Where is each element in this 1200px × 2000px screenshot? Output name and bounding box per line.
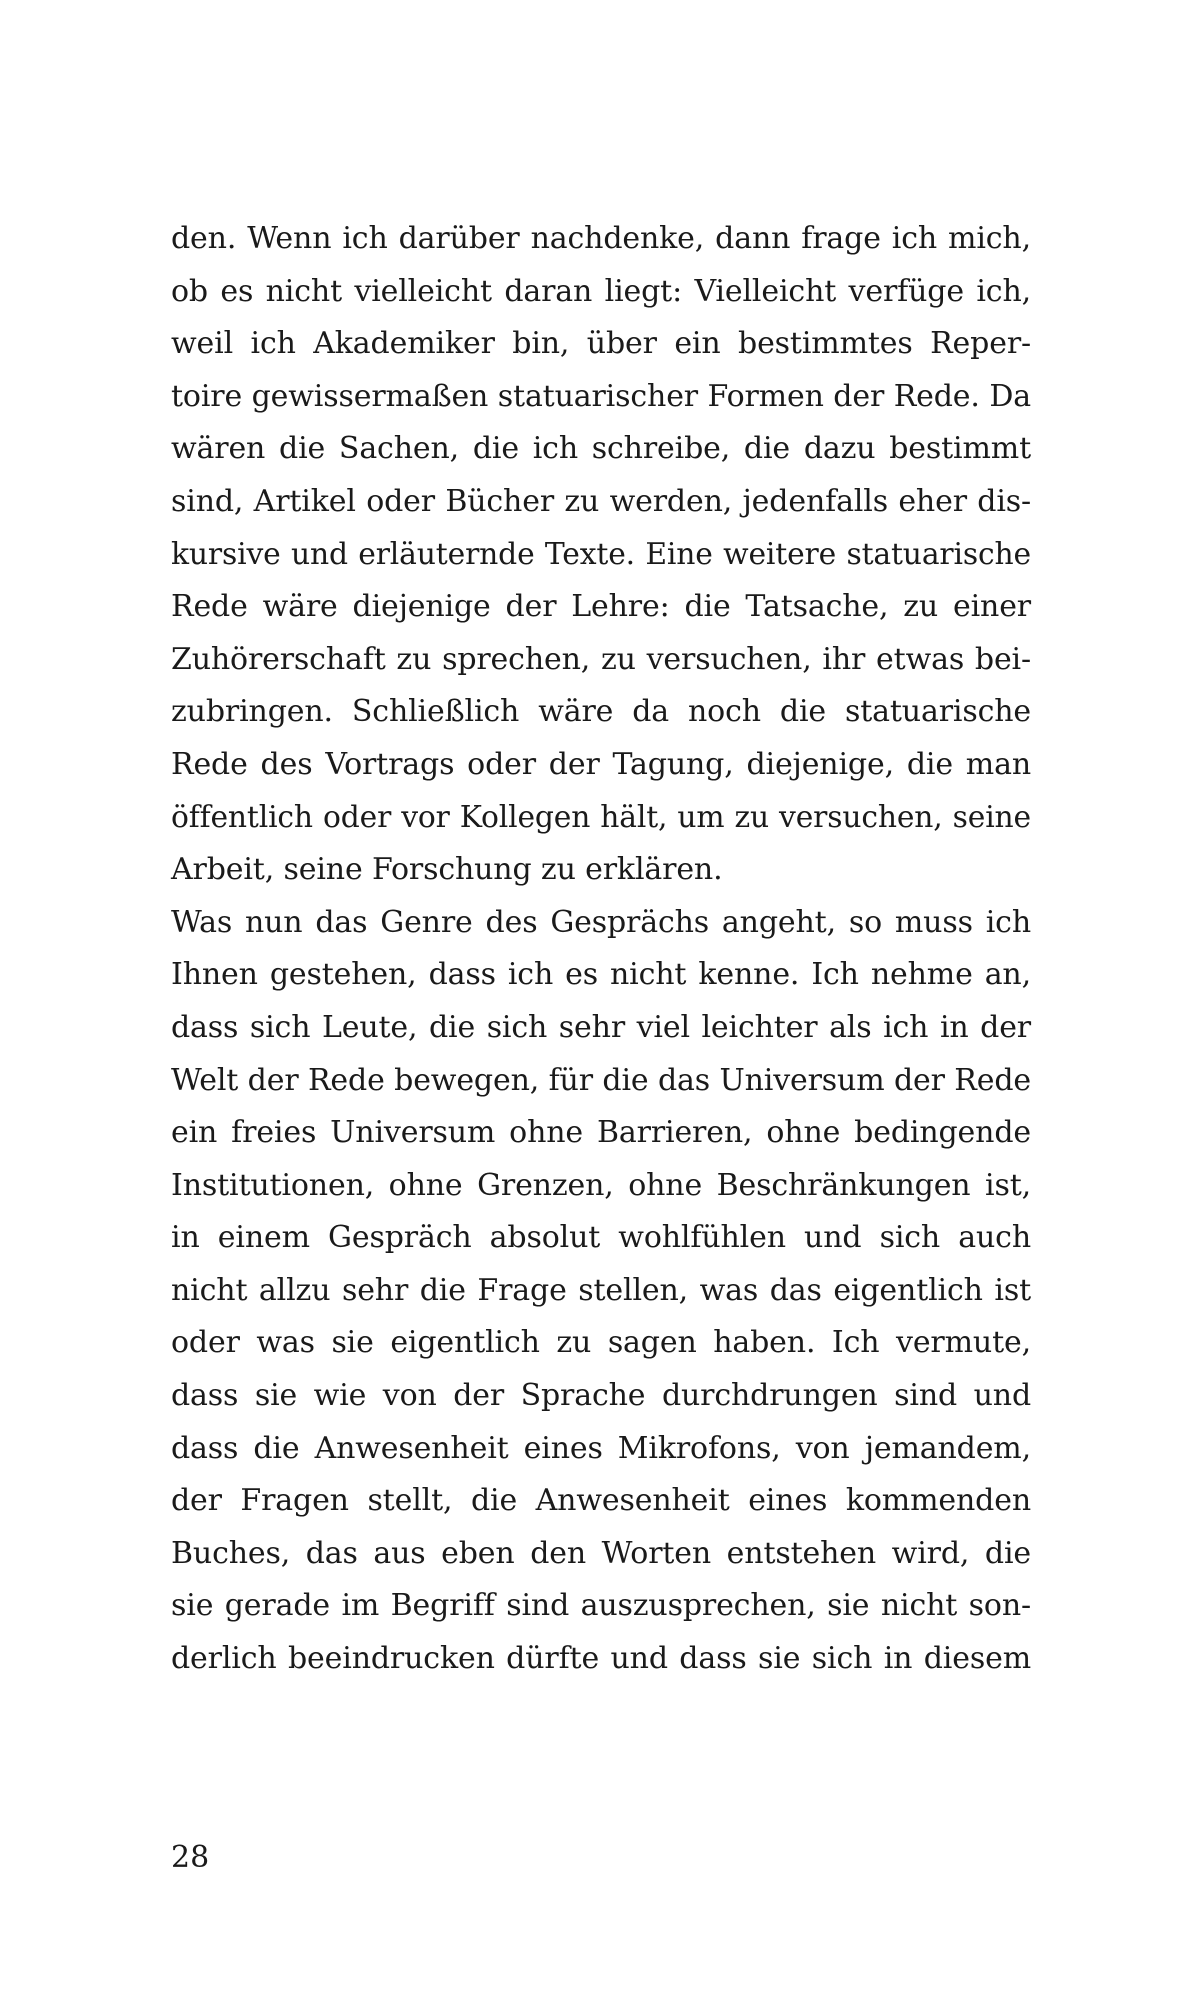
text-line: in einem Gespräch absolut wohlfühlen und sich auch: [171, 1220, 1031, 1256]
text-line: Zuhörerschaft zu sprechen, zu versuchen, ihr etwas bei-: [171, 641, 1031, 677]
paragraph-2: [171, 897, 1031, 1686]
text-line: Was nun das Genre des Gesprächs angeht, so muss ich: [171, 904, 1031, 940]
text-line: der Fragen stellt, die Anwesenheit eines kommenden: [171, 1483, 1031, 1519]
text-line: Institutionen, ohne Grenzen, ohne Beschränkungen ist,: [171, 1167, 1031, 1203]
text-line: Ihnen gestehen, dass ich es nicht kenne. Ich nehme an,: [171, 957, 1031, 993]
body-text: [171, 213, 1031, 1686]
text-line: ob es nicht vielleicht daran liegt: Vielleicht verfüge ich,: [171, 273, 1031, 309]
text-line: weil ich Akademiker bin, über ein bestimmtes Reper-: [171, 326, 1031, 362]
text-line: sind, Artikel oder Bücher zu werden, jedenfalls eher dis-: [171, 483, 1031, 519]
text-line: Welt der Rede bewegen, für die das Universum der Rede: [171, 1062, 1031, 1098]
text-line: oder was sie eigentlich zu sagen haben. Ich vermute,: [171, 1325, 1031, 1361]
text-line: wären die Sachen, die ich schreibe, die dazu bestimmt: [171, 431, 1031, 467]
text-line: sie gerade im Begriff sind auszusprechen, sie nicht son-: [171, 1588, 1031, 1624]
text-line: Rede wäre diejenige der Lehre: die Tatsache, zu einer: [171, 589, 1031, 625]
text-line: nicht allzu sehr die Frage stellen, was das eigentlich ist: [171, 1272, 1031, 1308]
text-line: dass sich Leute, die sich sehr viel leichter als ich in der: [171, 1009, 1031, 1045]
text-line: derlich beeindrucken dürfte und dass sie sich in diesem: [171, 1641, 1031, 1677]
text-line: Arbeit, seine Forschung zu erklären.: [171, 852, 723, 888]
page-number: 28: [171, 1840, 210, 1875]
text-line: kursive und erläuternde Texte. Eine weitere statuarische: [171, 536, 1031, 572]
text-line: Rede des Vortrags oder der Tagung, diejenige, die man: [171, 746, 1031, 782]
text-line: ein freies Universum ohne Barrieren, ohne bedingende: [171, 1115, 1031, 1151]
text-line: öffentlich oder vor Kollegen hält, um zu versuchen, seine: [171, 799, 1031, 835]
text-line: den. Wenn ich darüber nachdenke, dann frage ich mich,: [171, 221, 1031, 256]
text-line: zubringen. Schließlich wäre da noch die statuarische: [171, 694, 1031, 730]
paragraph-1: [171, 213, 1031, 897]
text-line: dass die Anwesenheit eines Mikrofons, von jemandem,: [171, 1430, 1031, 1466]
text-line: toire gewissermaßen statuarischer Formen der Rede. Da: [171, 378, 1031, 414]
text-line: Buches, das aus eben den Worten entstehen wird, die: [171, 1535, 1031, 1571]
text-line: dass sie wie von der Sprache durchdrungen sind und: [171, 1378, 1031, 1414]
